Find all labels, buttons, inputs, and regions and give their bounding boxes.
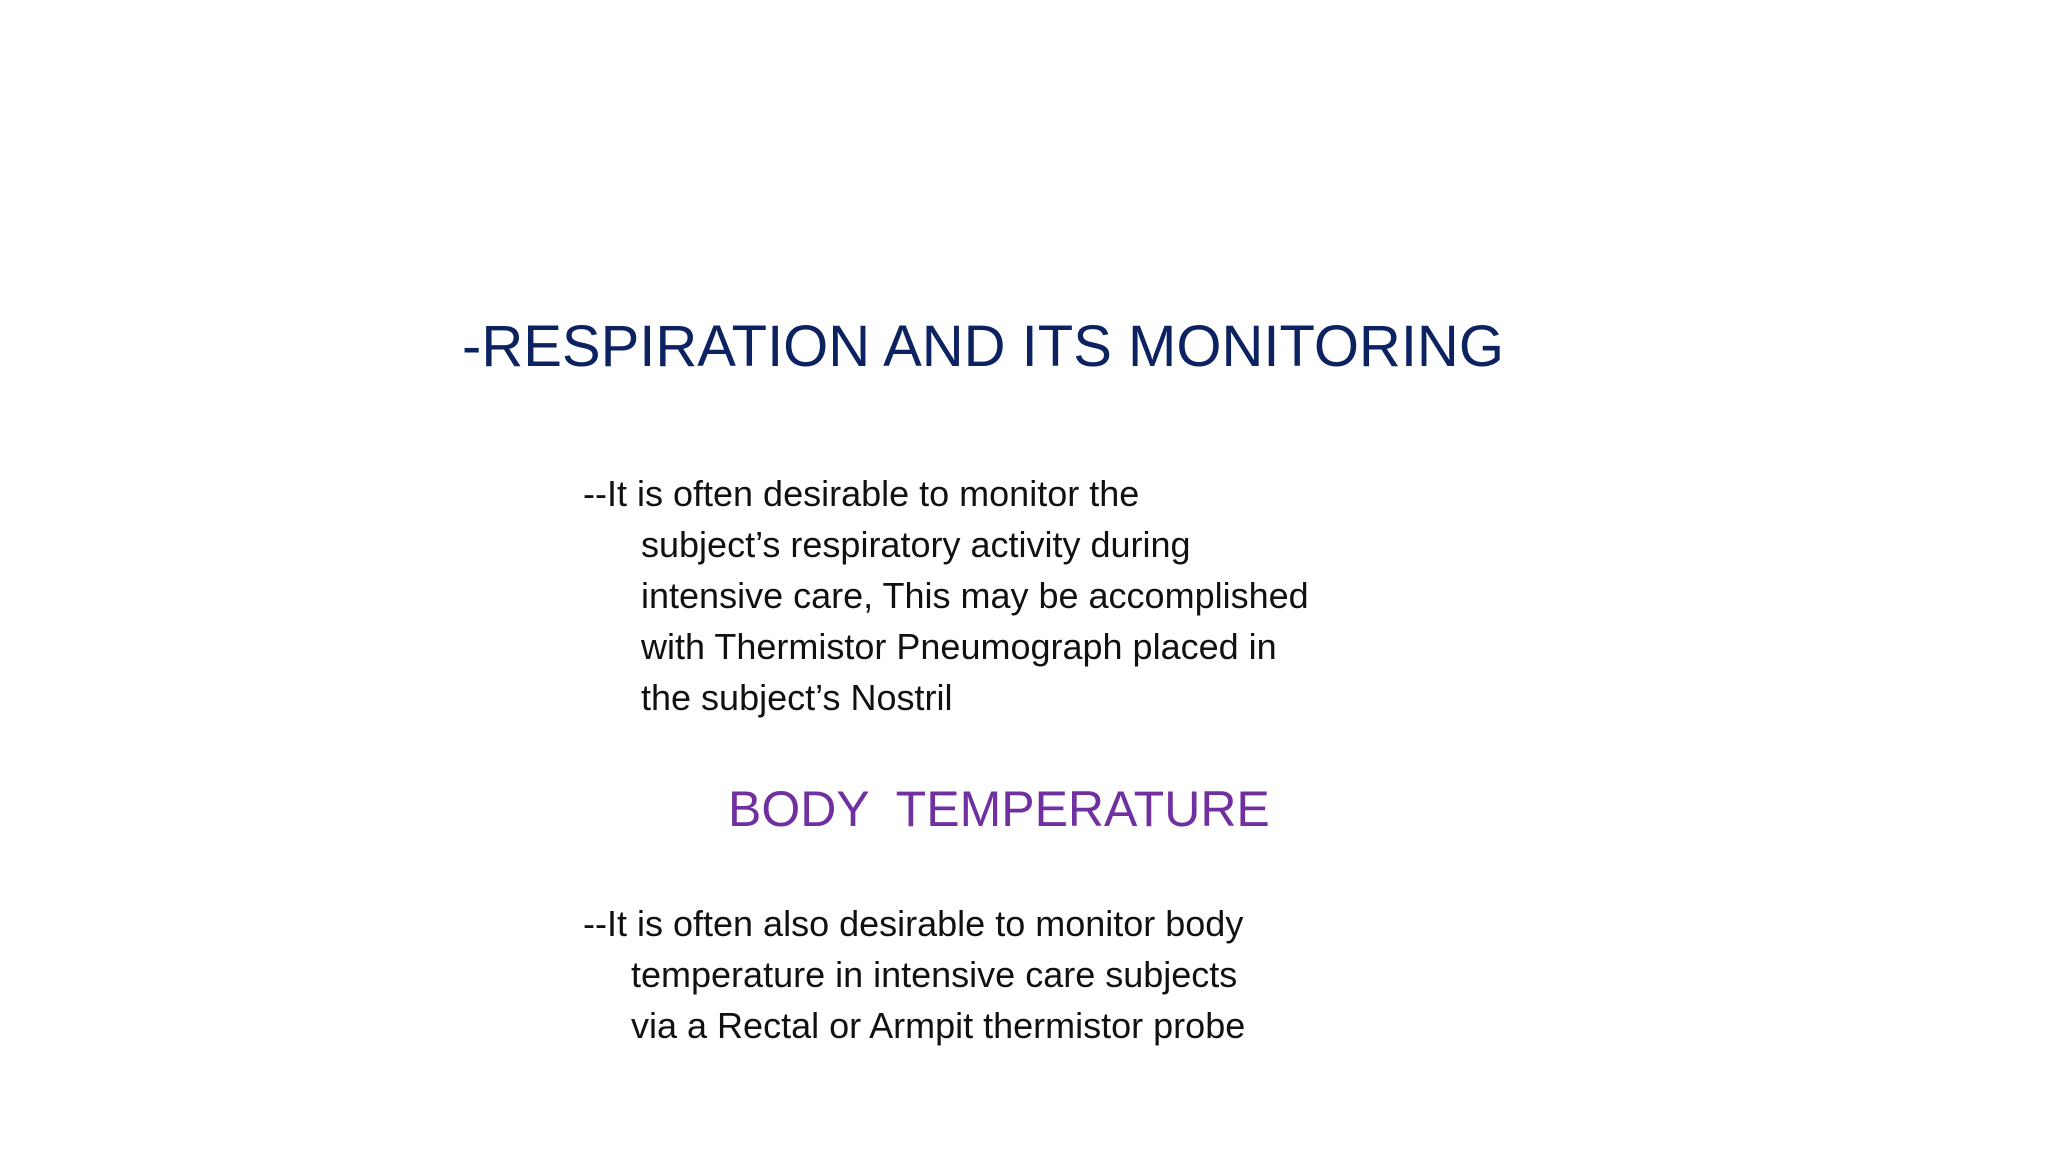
respiration-paragraph	[583, 468, 1309, 723]
temperature-paragraph	[583, 898, 1245, 1051]
slide-title: -RESPIRATION AND ITS MONITORING	[462, 314, 1504, 379]
temperature-line: --It is often also desirable to monitor body	[583, 903, 1244, 944]
respiration-line: intensive care, This may be accomplished	[641, 575, 1309, 616]
respiration-line: with Thermistor Pneumograph placed in	[641, 626, 1277, 667]
respiration-line: subject’s respiratory activity during	[641, 524, 1191, 565]
temperature-line: temperature in intensive care subjects	[631, 954, 1238, 995]
temperature-line: via a Rectal or Armpit thermistor probe	[631, 1005, 1246, 1046]
body-temperature-heading: BODY TEMPERATURE	[728, 781, 1270, 837]
respiration-line: the subject’s Nostril	[641, 677, 953, 718]
respiration-line: --It is often desirable to monitor the	[583, 473, 1140, 514]
